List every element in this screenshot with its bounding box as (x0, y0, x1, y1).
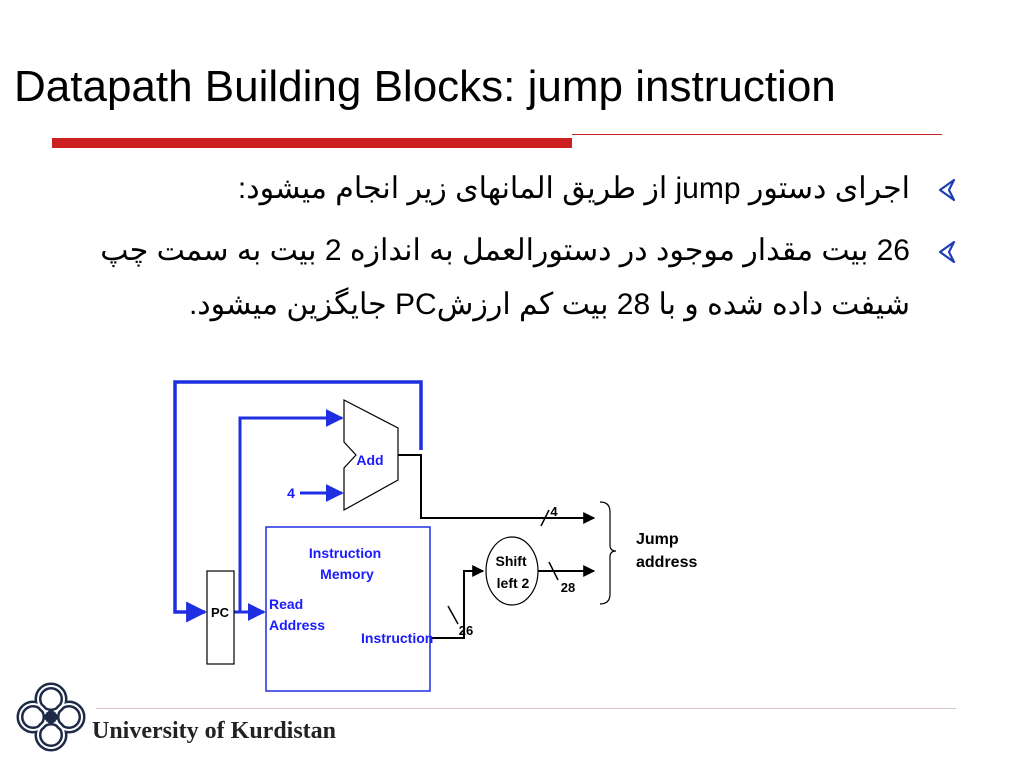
shifter-label-line: Shift (495, 553, 527, 569)
instruction-field-slash (448, 606, 458, 624)
shifter-label-line: left 2 (496, 575, 530, 591)
instruction-to-shifter-wire (430, 571, 483, 638)
instruction-field-width-label: 26 (458, 623, 474, 638)
lower-bits-width-label: 28 (560, 580, 576, 595)
read-address-label-line: Address (269, 617, 326, 633)
adder-label: Add (356, 452, 384, 468)
upper-bits-width-label: 4 (550, 504, 558, 519)
shift-left-2-unit (486, 537, 538, 605)
bullet-text: اجرای دستور jump از طریق المانهای زیر انجام میشود: (237, 172, 910, 205)
pc-label: PC (210, 605, 230, 620)
instruction-memory-label-line: Memory (320, 566, 374, 582)
jump-address-label-line: Jump (636, 531, 679, 548)
concatenation-brace (600, 502, 616, 604)
slide-title: Datapath Building Blocks: jump instruction (14, 62, 836, 111)
instruction-memory-label-line: Instruction (308, 545, 382, 561)
jump-address-label (636, 531, 697, 571)
university-knot-logo-icon (14, 680, 88, 754)
jump-address-label-line: address (636, 554, 698, 571)
footer-divider (96, 708, 956, 709)
instruction-output-label: Instruction (361, 630, 434, 646)
bullet-text: 26 بیت مقدار موجود در دستورالعمل به اندازه 2 بیت به سمت چپ شیفت داده شده و با 28 بیت کم ارزشPC جایگزین میشود. (100, 234, 910, 321)
upper-pc-bits-wire (398, 455, 594, 518)
read-address-label-line: Read (269, 596, 304, 612)
constant-four-label: 4 (287, 485, 295, 501)
university-name: University of Kurdistan (92, 718, 337, 744)
